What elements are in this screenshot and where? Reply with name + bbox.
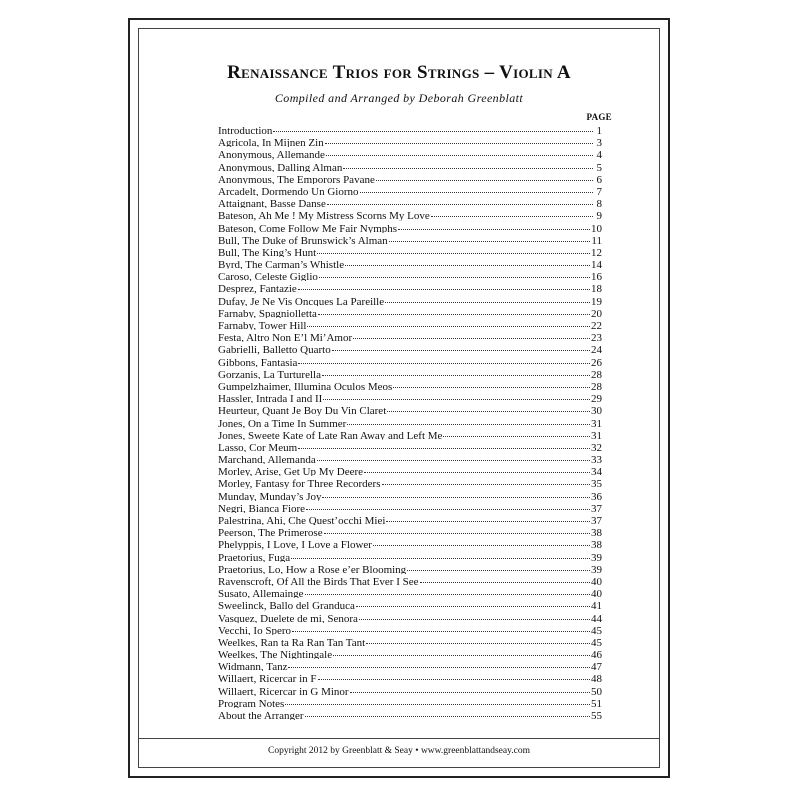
toc-entry-title: Negri, Bianca Fiore	[218, 502, 306, 513]
toc-entry-page: 20	[591, 307, 602, 318]
toc-entry-page: 26	[591, 356, 602, 367]
dot-leader	[386, 513, 590, 522]
toc-entry-page: 31	[591, 417, 602, 428]
toc-entry-page: 29	[591, 393, 602, 404]
dot-leader	[288, 659, 590, 668]
toc-entry-page: 28	[591, 368, 602, 379]
toc-entry	[218, 586, 602, 598]
toc-entry-title: Byrd, The Carman’s Whistle	[218, 259, 345, 270]
toc-entry	[218, 269, 602, 281]
dot-leader	[347, 416, 590, 425]
toc-entry	[218, 623, 602, 635]
toc-entry	[218, 172, 602, 184]
toc-entry	[218, 403, 602, 415]
toc-entry-title: Caroso, Celeste Giglio	[218, 271, 318, 282]
document-subtitle: Compiled and Arranged by Deborah Greenblatt	[274, 91, 524, 105]
toc-entry-title: Vasquez, Duelete de mi, Senora	[218, 612, 358, 623]
toc-entry	[218, 221, 602, 233]
toc-entry-page: 23	[591, 332, 602, 343]
toc-entry	[218, 245, 602, 257]
toc-entry-title: Gumpelzhaimer, Illumina Oculos Meos	[218, 380, 393, 392]
toc-entry-title: Jones, On a Time In Summer	[218, 417, 347, 428]
document-title: Renaissance Trios for Strings – Violin A	[227, 62, 571, 83]
toc-entry-title: Arcadelt, Dormendo Un Giorno	[218, 185, 359, 197]
toc-entry	[218, 416, 602, 428]
toc-entry-title: Gabrielli, Balletto Quarto	[218, 344, 331, 355]
toc-entry-title: Morley, Fantasy for Three Recorders	[218, 478, 381, 489]
dot-leader	[322, 367, 590, 376]
dot-leader	[353, 330, 590, 339]
toc-entry-page: 30	[591, 405, 602, 416]
toc-entry-title: Dufay, Je Ne Vis Oncques La Pareille	[218, 295, 385, 306]
toc-entry-title: Willaert, Ricercar in G Minor	[218, 685, 349, 696]
toc-entry-title: Marchand, Allemanda	[218, 454, 316, 465]
toc-entry-page: 11	[591, 234, 602, 245]
toc-entry-title: Farnaby, Tower Hill	[218, 320, 307, 331]
toc-entry-title: Bateson, Come Follow Me Fair Nymphs	[218, 222, 398, 233]
toc-entry-page: 39	[591, 563, 602, 574]
toc-entry-title: Sweelinck, Ballo del Granduca	[218, 600, 355, 611]
dot-leader	[307, 318, 590, 327]
toc-entry-page: 51	[591, 697, 602, 708]
toc-entry	[218, 550, 602, 562]
toc-entry-title: Agricola, In Mijnen Zin	[218, 137, 324, 148]
toc-entry	[218, 671, 602, 683]
toc-entry	[218, 513, 602, 525]
dot-leader	[273, 123, 593, 132]
toc-entry-page: 18	[591, 283, 602, 294]
dot-leader	[298, 440, 590, 449]
toc-entry-page: 50	[591, 685, 602, 696]
dot-leader	[431, 208, 593, 217]
document-page	[128, 18, 670, 778]
toc-entry-title: Morley, Arise, Get Up My Deere	[218, 466, 363, 477]
toc-entry	[218, 281, 602, 293]
toc-entry-title: Gibbons, Fantasia	[218, 356, 298, 367]
toc-entry-title: Weelkes, The Nightingale	[218, 649, 333, 660]
dot-leader	[327, 196, 593, 205]
toc-entry-title: Peerson, The Primerose	[218, 527, 323, 538]
toc-entry	[218, 598, 602, 610]
toc-entry-page: 3	[596, 137, 602, 148]
toc-entry-page: 38	[591, 539, 602, 550]
toc-entry-title: Widmann, Tanz	[218, 661, 288, 672]
dot-leader	[393, 379, 590, 388]
toc-entry	[218, 489, 602, 501]
dot-leader	[420, 574, 591, 583]
toc-entry	[218, 135, 602, 147]
dot-leader	[373, 537, 590, 546]
toc-entry	[218, 196, 602, 208]
toc-entry	[218, 464, 602, 476]
toc-entry	[218, 123, 602, 135]
toc-entry-page: 32	[591, 441, 602, 453]
toc-entry	[218, 635, 602, 647]
dot-leader	[323, 391, 590, 400]
dot-leader	[343, 160, 593, 169]
toc-entry-title: Phelyppis, I Love, I Love a Flower	[218, 539, 372, 550]
dot-leader	[285, 696, 590, 705]
dot-leader	[305, 586, 590, 595]
toc-entry-page: 34	[591, 466, 602, 477]
toc-entry-page: 24	[591, 344, 602, 355]
toc-entry	[218, 330, 602, 342]
toc-entry-title: Palestrina, Ahi, Che Quest’occhi Miei	[218, 515, 386, 526]
toc-entry	[218, 342, 602, 354]
dot-leader	[398, 221, 590, 230]
dot-leader	[318, 306, 590, 315]
toc-entry	[218, 537, 602, 549]
dot-leader	[356, 598, 590, 607]
dot-leader	[364, 464, 590, 473]
toc-entry-title: Bull, The King’s Hunt	[218, 246, 317, 258]
toc-entry-page: 16	[591, 271, 602, 282]
toc-entry-page: 55	[591, 710, 602, 721]
toc-entry-page: 41	[591, 600, 602, 611]
toc-entry	[218, 647, 602, 659]
toc-entry	[218, 160, 602, 172]
toc-entry-page: 38	[591, 527, 602, 538]
toc-entry	[218, 184, 602, 196]
dot-leader	[360, 184, 593, 193]
toc-entry-page: 40	[591, 588, 602, 599]
dot-leader	[317, 245, 590, 254]
toc-entry-page: 19	[591, 295, 602, 306]
toc-entry-title: Ravenscroft, Of All the Birds That Ever I See	[218, 575, 419, 587]
toc-entry	[218, 611, 602, 623]
toc-entry	[218, 525, 602, 537]
dot-leader	[359, 611, 590, 620]
toc-entry	[218, 379, 602, 391]
toc-entry-title: Bateson, Ah Me ! My Mistress Scorns My Love	[218, 210, 430, 221]
toc-entry-page: 7	[596, 185, 602, 197]
toc-entry-title: Jones, Sweete Kate of Late Ran Away and Left Me	[218, 429, 443, 440]
toc-entry-title: Heurteur, Quant Je Boy Du Vin Claret	[218, 405, 387, 416]
toc-entry-page: 45	[591, 624, 602, 635]
dot-leader	[319, 269, 590, 278]
dot-leader	[389, 233, 591, 242]
toc-entry-title: Lasso, Cor Meum	[218, 441, 298, 453]
toc-entry-page: 40	[591, 575, 602, 587]
toc-entry-page: 44	[591, 612, 602, 623]
toc-entry	[218, 355, 602, 367]
toc-entry-title: Anonymous, The Emporors Pavane	[218, 173, 375, 184]
dot-leader	[325, 135, 593, 144]
toc-entry-page: 28	[591, 380, 602, 392]
toc-entry	[218, 233, 602, 245]
toc-entry-title: Vecchi, Io Spero	[218, 624, 292, 635]
dot-leader	[324, 525, 590, 534]
toc-entry	[218, 367, 602, 379]
toc-entry-page: 4	[596, 149, 602, 160]
toc-entry	[218, 147, 602, 159]
toc-entry	[218, 208, 602, 220]
toc-entry	[218, 684, 602, 696]
toc-entry	[218, 659, 602, 671]
toc-entry-page: 35	[591, 478, 602, 489]
dot-leader	[345, 257, 590, 266]
toc-entry	[218, 391, 602, 403]
toc-entry	[218, 428, 602, 440]
toc-entry	[218, 708, 602, 720]
toc-entry-page: 39	[591, 551, 602, 562]
toc-entry-title: Bull, The Duke of Brunswick’s Alman	[218, 234, 388, 245]
dot-leader	[385, 294, 590, 303]
dot-leader	[306, 501, 590, 510]
toc-entry-page: 45	[591, 636, 602, 648]
dot-leader	[376, 172, 593, 181]
toc-entry-title: Program Notes	[218, 697, 285, 708]
toc-entry-page: 12	[591, 246, 602, 258]
toc-entry	[218, 294, 602, 306]
toc-entry-title: Susato, Allemainge	[218, 588, 304, 599]
dot-leader	[318, 671, 590, 680]
dot-leader	[317, 452, 590, 461]
toc-entry-page: 9	[596, 210, 602, 221]
toc-entry-page: 37	[591, 502, 602, 513]
toc-entry-page: 14	[591, 259, 602, 270]
dot-leader	[443, 428, 590, 437]
toc-entry-page: 1	[596, 125, 602, 136]
toc-entry-title: Praetorius, Fuga	[218, 551, 291, 562]
toc-entry-title: Gorzanis, La Turturella	[218, 368, 321, 379]
dot-leader	[333, 647, 590, 656]
dot-leader	[291, 550, 590, 559]
dot-leader	[292, 623, 590, 632]
toc-entry-page: 46	[591, 649, 602, 660]
toc-entry-title: Desprez, Fantazie	[218, 283, 297, 294]
toc-entry	[218, 318, 602, 330]
toc-entry	[218, 257, 602, 269]
toc-entry-title: Praetorius, Lo, How a Rose e’er Blooming	[218, 563, 407, 574]
dot-leader	[332, 342, 590, 351]
toc-entry-title: Willaert, Ricercar in F	[218, 673, 317, 684]
table-of-contents	[218, 123, 602, 720]
toc-entry-title: About the Arranger	[218, 710, 304, 721]
toc-entry-title: Anonymous, Allemande	[218, 149, 325, 160]
toc-entry	[218, 501, 602, 513]
toc-entry	[218, 574, 602, 586]
toc-entry-page: 33	[591, 454, 602, 465]
toc-entry-page: 5	[596, 161, 602, 172]
dot-leader	[298, 355, 590, 364]
toc-entry-page: 22	[591, 320, 602, 331]
dot-leader	[387, 403, 590, 412]
toc-entry	[218, 562, 602, 574]
dot-leader	[305, 708, 590, 717]
copyright-footer: Copyright 2012 by Greenblatt & Seay • www.greenblattandseay.com	[268, 746, 530, 756]
dot-leader	[382, 476, 590, 485]
toc-entry-page: 6	[596, 173, 602, 184]
toc-entry-title: Hassler, Intrada I and II	[218, 393, 323, 404]
toc-entry	[218, 440, 602, 452]
toc-entry-page: 36	[591, 490, 602, 501]
dot-leader	[322, 489, 590, 498]
toc-entry	[218, 452, 602, 464]
toc-entry	[218, 696, 602, 708]
toc-entry-title: Munday, Munday’s Joy	[218, 490, 322, 501]
toc-entry-title: Introduction	[218, 125, 273, 136]
dot-leader	[350, 684, 590, 693]
toc-entry-title: Festa, Altro Non E’l Mi’Amor	[218, 332, 353, 343]
toc-entry	[218, 476, 602, 488]
page-column-heading: PAGE	[586, 112, 612, 122]
toc-entry-page: 31	[591, 429, 602, 440]
toc-entry-title: Attaignant, Basse Danse	[218, 198, 326, 209]
dot-leader	[298, 281, 590, 290]
toc-entry-title: Anonymous, Dalling Alman	[218, 161, 343, 172]
dot-leader	[407, 562, 590, 571]
toc-entry-page: 10	[591, 222, 602, 233]
dot-leader	[326, 147, 593, 156]
toc-entry-page: 37	[591, 515, 602, 526]
toc-entry-page: 48	[591, 673, 602, 684]
toc-entry-title: Weelkes, Ran ta Ra Ran Tan Tant	[218, 636, 366, 648]
toc-entry	[218, 306, 602, 318]
toc-entry-page: 47	[591, 661, 602, 672]
dot-leader	[366, 635, 590, 644]
toc-entry-title: Farnaby, Spagniolletta	[218, 307, 317, 318]
footer-divider	[138, 738, 660, 739]
toc-entry-page: 8	[596, 198, 602, 209]
